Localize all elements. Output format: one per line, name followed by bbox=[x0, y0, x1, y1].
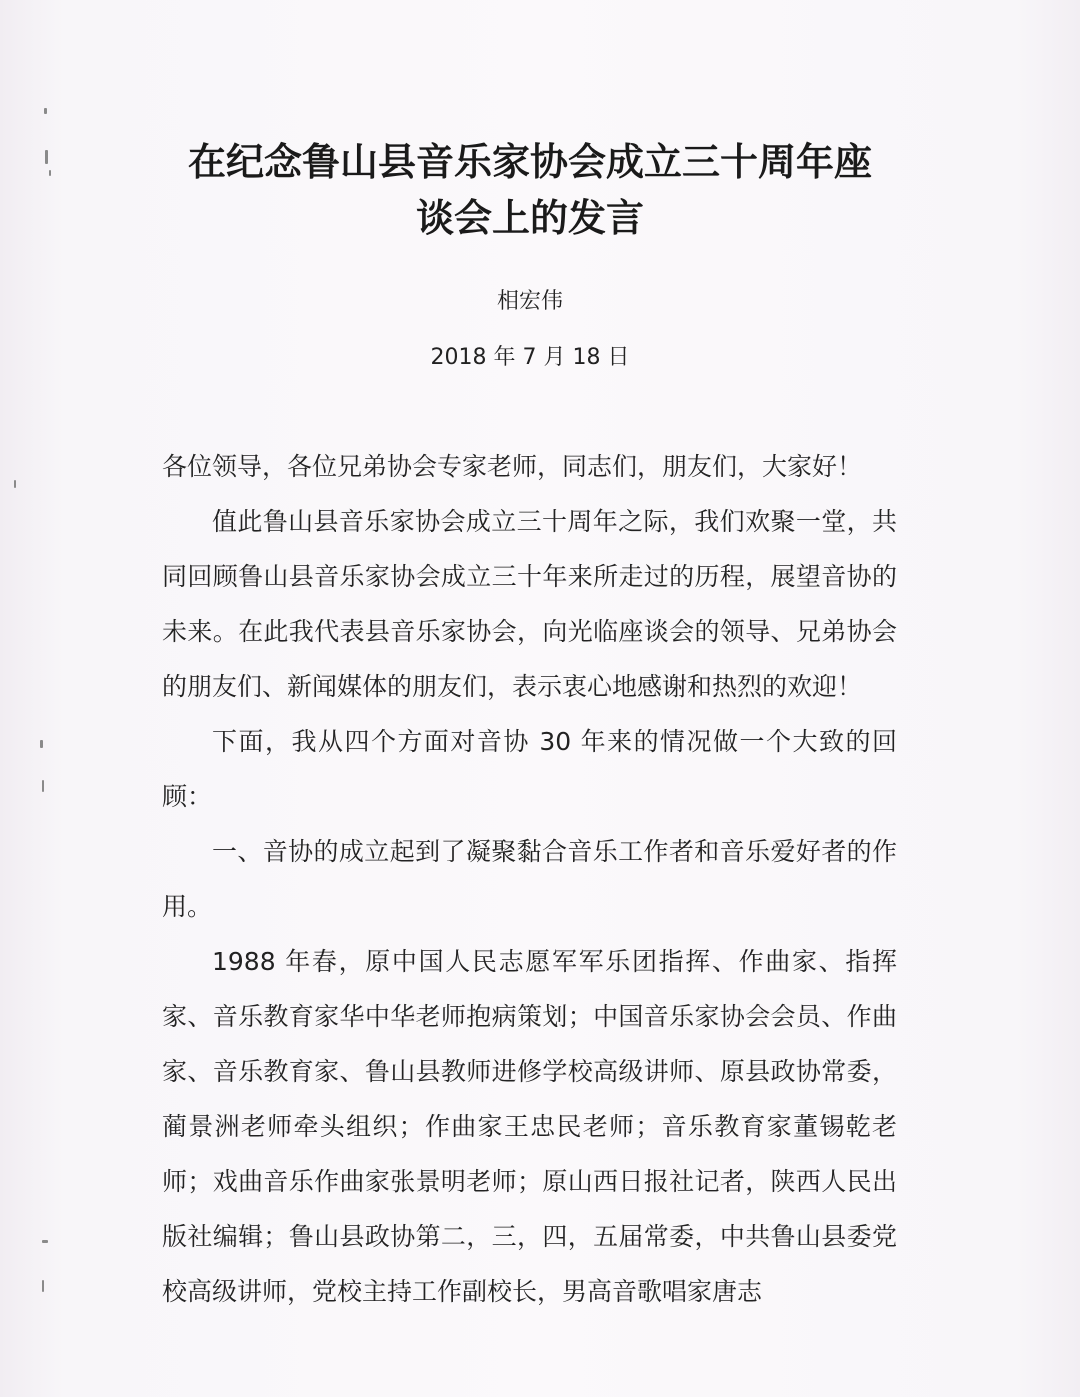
scan-mark bbox=[44, 108, 47, 114]
speech-body bbox=[162, 439, 897, 1319]
scan-mark bbox=[49, 170, 51, 176]
body-paragraph: 下面，我从四个方面对音协 30 年来的情况做一个大致的回顾： bbox=[162, 727, 897, 811]
scan-mark bbox=[42, 780, 44, 792]
scan-mark bbox=[45, 150, 48, 164]
document-title-line-1: 在纪念鲁山县音乐家协会成立三十周年座 bbox=[187, 139, 872, 184]
greeting-paragraph: 各位领导，各位兄弟协会专家老师，同志们，朋友们，大家好！ bbox=[162, 452, 863, 481]
scan-mark bbox=[42, 1280, 44, 1292]
document-title-line-2: 谈会上的发言 bbox=[415, 195, 644, 240]
body-paragraph: 1988 年春，原中国人民志愿军军乐团指挥、作曲家、指挥家、音乐教育家华中华老师抱病策划；中国音乐家协会会员、作曲家、音乐教育家、鲁山县教师进修学校高级讲师、原县政协常委，蔺景洲老师牵头组织；作曲家王忠民老师；音乐教育家董锡乾老师；戏曲音乐作曲家张景明老师；原山西日报社记者，陕西人民出版社编辑；鲁山县政协第二，三，四，五届常委，中共鲁山县委党校高级讲师，党校主持工作副校长，男高音歌唱家唐志 bbox=[162, 947, 897, 1306]
speech-date: 2018 年 7 月 18 日 bbox=[430, 345, 630, 370]
section-heading-paragraph: 一、音协的成立起到了凝聚黏合音乐工作者和音乐爱好者的作用。 bbox=[162, 837, 897, 921]
scan-mark bbox=[14, 480, 16, 488]
scan-mark bbox=[40, 740, 43, 748]
scan-mark bbox=[42, 1240, 48, 1243]
author-name: 相宏伟 bbox=[496, 289, 563, 314]
body-paragraph: 值此鲁山县音乐家协会成立三十周年之际，我们欢聚一堂，共同回顾鲁山县音乐家协会成立三十年来所走过的历程，展望音协的未来。在此我代表县音乐家协会，向光临座谈会的领导、兄弟协会的朋友们、新闻媒体的朋友们，表示衷心地感谢和热烈的欢迎！ bbox=[162, 507, 897, 701]
